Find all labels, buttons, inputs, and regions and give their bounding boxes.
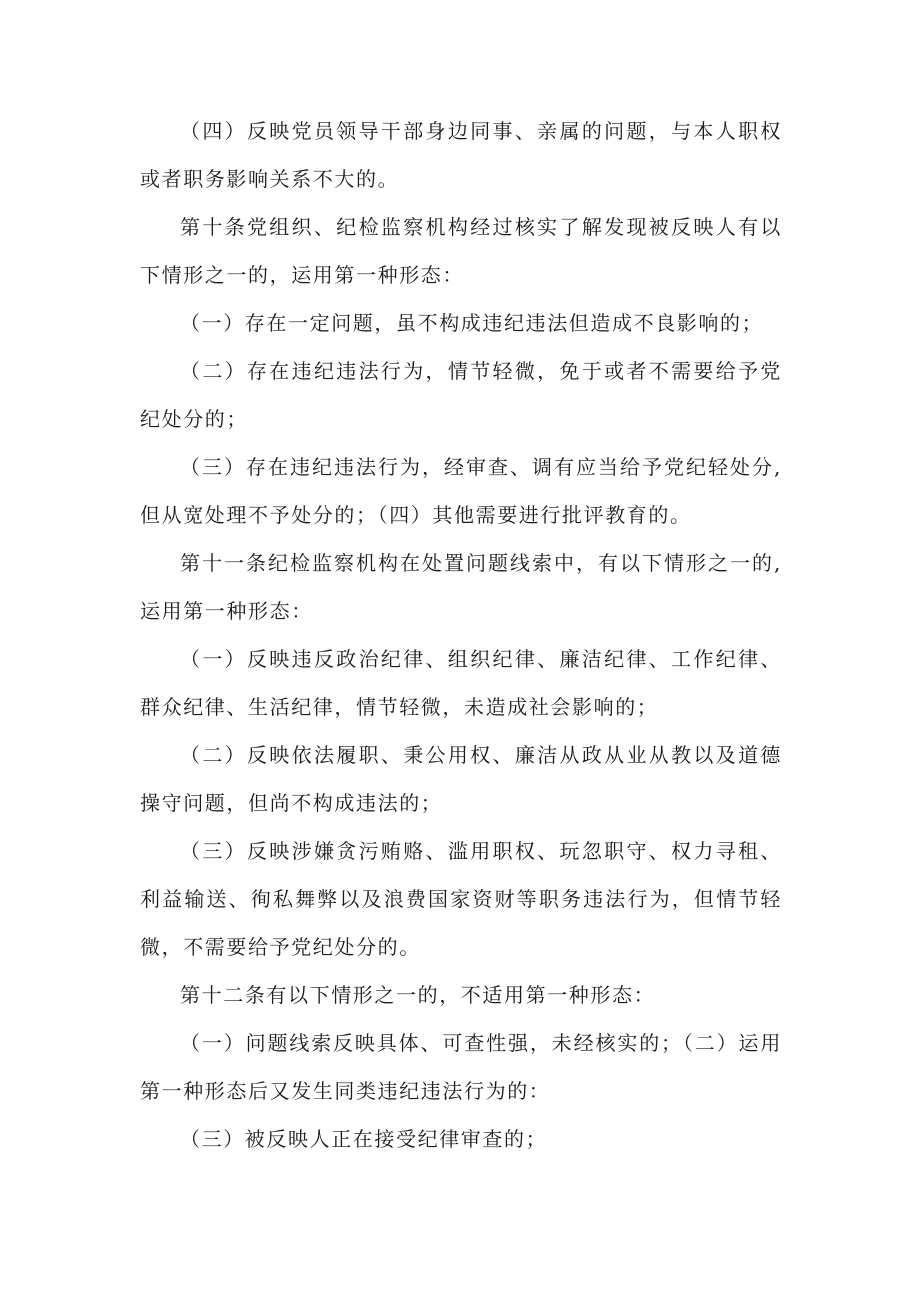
document-body (140, 107, 782, 1163)
paragraph-1: （四）反映党员领导干部身边同事、亲属的问题，与本人职权或者职务影响关系不大的。 (140, 119, 782, 191)
paragraph-11: （一）问题线索反映具体、可查性强，未经核实的；（二）运用第一种形态后又发生同类违纪违法行为的： (140, 1031, 782, 1103)
paragraph-3: （一）存在一定问题，虽不构成违纪违法但造成不良影响的； (180, 311, 764, 335)
paragraph-8: （二）反映依法履职、秉公用权、廉洁从政从业从教以及道德操守问题，但尚不构成违法的； (140, 743, 782, 815)
paragraph-10: 第十二条有以下情形之一的，不适用第一种形态： (180, 983, 656, 1007)
paragraph-6: 第十一条纪检监察机构在处置问题线索中，有以下情形之一的,运用第一种形态： (140, 551, 782, 623)
paragraph-7: （一）反映违反政治纪律、组织纪律、廉洁纪律、工作纪律、群众纪律、生活纪律，情节轻微，未造成社会影响的； (140, 647, 782, 719)
paragraph-2: 第十条党组织、纪检监察机构经过核实了解发现被反映人有以下情形之一的，运用第一种形态： (140, 215, 782, 287)
paragraph-5: （三）存在违纪违法行为，经审查、调有应当给予党纪轻处分,但从宽处理不予处分的；（四）其他需要进行批评教育的。 (140, 455, 782, 527)
paragraph-4: （二）存在违纪违法行为，情节轻微，免于或者不需要给予党纪处分的； (140, 359, 782, 431)
paragraph-12: （三）被反映人正在接受纪律审查的； (180, 1127, 548, 1151)
paragraph-9: （三）反映涉嫌贪污贿赂、滥用职权、玩忽职守、权力寻租、利益输送、徇私舞弊以及浪费国家资财等职务违法行为，但情节轻微，不需要给予党纪处分的。 (140, 839, 782, 959)
